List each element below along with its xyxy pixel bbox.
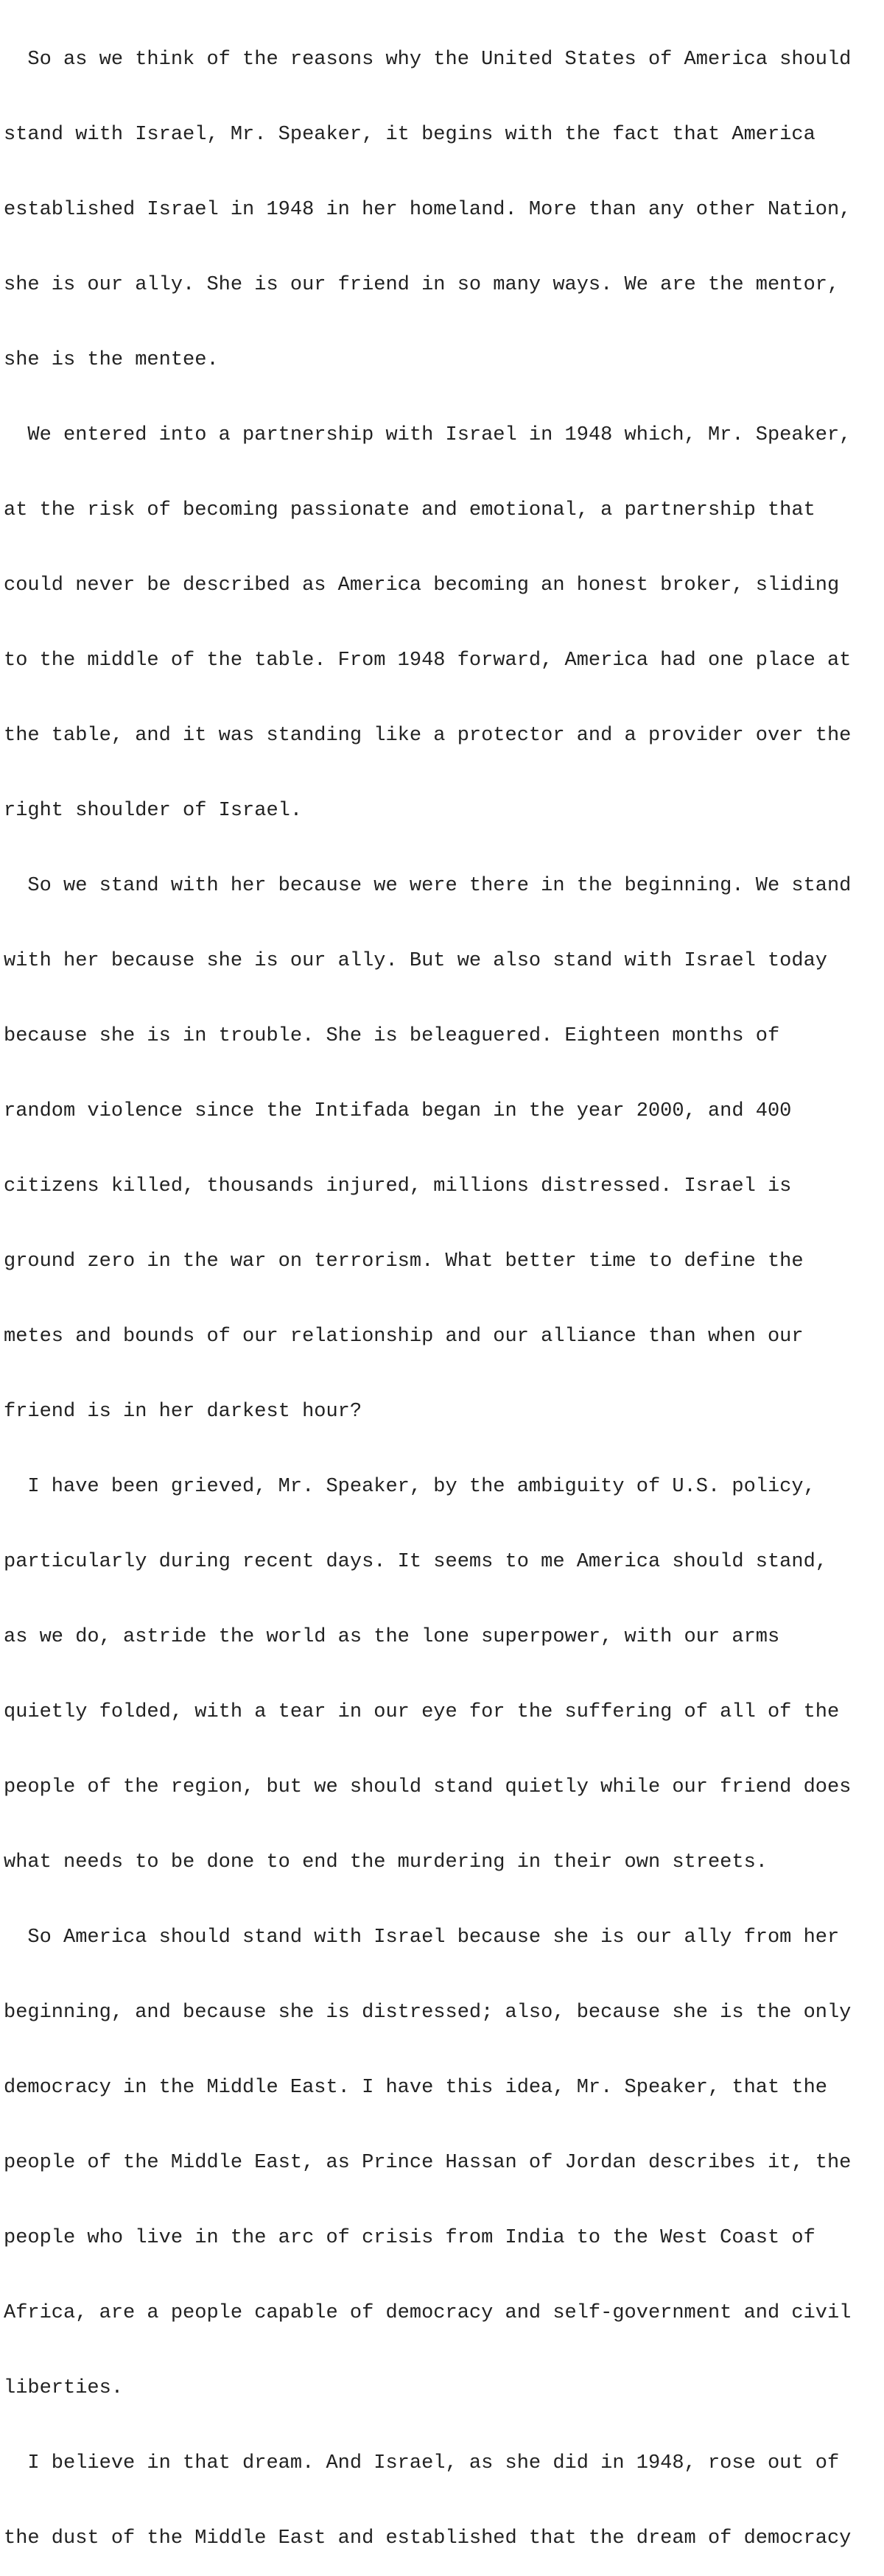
document-text [4,0,880,2576]
text-line: people of the Middle East, as Prince Hassan of Jordan describes it, the [4,2152,852,2174]
text-line: I have been grieved, Mr. Speaker, by the ambiguity of U.S. policy, [4,1476,815,1498]
text-line: right shoulder of Israel. [4,800,303,822]
text-line: stand with Israel, Mr. Speaker, it begins with the fact that America [4,124,815,146]
text-line: people of the region, but we should stand quietly while our friend does [4,1776,852,1798]
text-line: could never be described as America becoming an honest broker, sliding [4,574,840,597]
text-line: as we do, astride the world as the lone superpower, with our arms [4,1626,780,1648]
text-line: So America should stand with Israel because she is our ally from her [4,1926,840,1949]
text-line: metes and bounds of our relationship and our alliance than when our [4,1326,804,1348]
text-line: So we stand with her because we were there in the beginning. We stand [4,875,852,897]
text-line: random violence since the Intifada began in the year 2000, and 400 [4,1100,792,1122]
text-line: ground zero in the war on terrorism. What better time to define the [4,1250,804,1273]
text-line: the dust of the Middle East and established that the dream of democracy [4,2527,852,2549]
text-line: at the risk of becoming passionate and emotional, a partnership that [4,499,815,521]
text-line: democracy in the Middle East. I have this idea, Mr. Speaker, that the [4,2077,827,2099]
text-line: So as we think of the reasons why the United States of America should [4,49,852,71]
text-line: what needs to be done to end the murdering in their own streets. [4,1851,768,1873]
text-line: she is the mentee. [4,349,219,371]
text-line: Africa, are a people capable of democracy and self-government and civil [4,2302,852,2324]
text-line: established Israel in 1948 in her homeland. More than any other Nation, [4,199,852,221]
text-line: people who live in the arc of crisis from India to the West Coast of [4,2227,815,2249]
text-line: to the middle of the table. From 1948 forward, America had one place at [4,650,852,672]
text-line: with her because she is our ally. But we also stand with Israel today [4,950,827,972]
text-line: liberties. [4,2377,124,2399]
text-line: I believe in that dream. And Israel, as she did in 1948, rose out of [4,2452,840,2474]
text-line: friend is in her darkest hour? [4,1401,362,1423]
text-line: We entered into a partnership with Israel in 1948 which, Mr. Speaker, [4,424,852,446]
text-line: citizens killed, thousands injured, millions distressed. Israel is [4,1175,792,1197]
text-line: beginning, and because she is distressed; also, because she is the only [4,2002,852,2024]
text-line: she is our ally. She is our friend in so many ways. We are the mentor, [4,274,840,296]
text-line: particularly during recent days. It seems to me America should stand, [4,1551,827,1573]
text-line: quietly folded, with a tear in our eye for the suffering of all of the [4,1701,840,1723]
text-line: the table, and it was standing like a protector and a provider over the [4,725,852,747]
text-line: because she is in trouble. She is beleaguered. Eighteen months of [4,1025,780,1047]
